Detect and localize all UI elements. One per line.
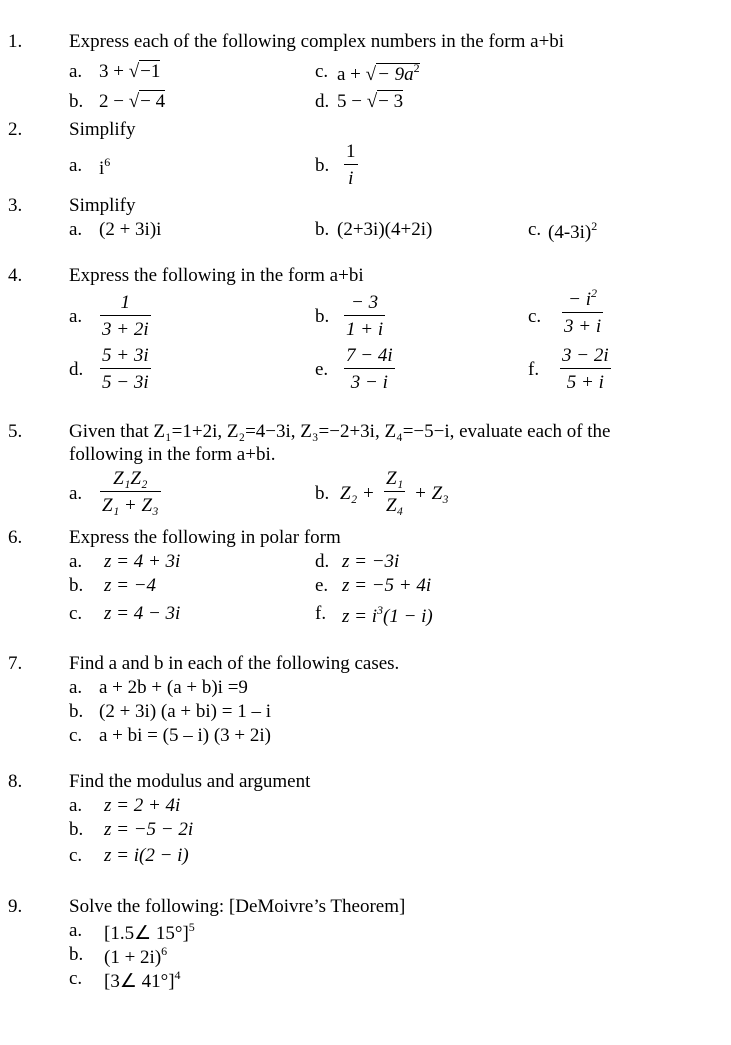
q1c-expr: a + √− $9a^2$ [337,61,420,85]
q1a-expr: 3 + √−1 [99,61,161,82]
q7a-label: a. [69,677,83,698]
q5b-pre: Z₂ + [340,483,375,504]
q9c-expr: [3∠ 41°]$^4$ [104,968,181,992]
q7-instruction: Find a and b in each of the following cases. [69,653,400,674]
q6a-label: a. [69,551,83,572]
q1c-label: c. [315,61,329,82]
q5b-post: + Z₃ [414,483,449,504]
q6-number: 6. [8,527,23,548]
q5-instruction-line2: following in the form a+bi. [69,444,276,465]
q9b-label: b. [69,944,84,965]
q4b-label: b. [315,306,330,327]
q9b-expr: $(1 + 2i)^6$ [104,944,168,968]
q6b-label: b. [69,575,84,596]
q4f-fraction: 3 − 2i 5 + i [562,345,609,393]
q7-number: 7. [8,653,23,674]
q3a-expr: (2 + 3i)i [99,219,162,240]
q8-number: 8. [8,771,23,792]
q8c-label: c. [69,845,83,866]
q6f-expr: $z = i^3(1 - i)$ [342,603,433,627]
q1d-expr: 5 − √− 3 [337,91,404,112]
q1b-expr: 2 − √− 4 [99,91,166,112]
q8b-label: b. [69,819,84,840]
q1d-label: d. [315,91,330,112]
q5b-fraction: Z₁ Z₄ [386,468,404,516]
q9a-expr: [1.5∠ 15°]$^5$ [104,920,195,944]
q8b-expr: z = −5 − 2i [104,819,194,840]
q8a-expr: z = 2 + 4i [104,795,181,816]
q7c-label: c. [69,725,83,746]
q9-instruction: Solve the following: [DeMoivre’s Theorem] [69,896,406,917]
q3-number: 3. [8,195,23,216]
q8a-label: a. [69,795,83,816]
q4d-fraction: 5 + 3i 5 − 3i [102,345,149,393]
q9c-label: c. [69,968,83,989]
q6d-label: d. [315,551,330,572]
q3c-expr: $(4-3i)^2$ [548,219,598,243]
q4-number: 4. [8,265,23,286]
q3b-label: b. [315,219,330,240]
q4c-fraction: − $i^2$ 3 + i [564,286,602,337]
q7b-expr: (2 + 3i) (a + bi) = 1 – i [99,701,271,722]
q6b-expr: z = −4 [104,575,157,596]
q6c-expr: z = 4 − 3i [104,603,181,624]
q5-number: 5. [8,421,23,442]
q5b-label: b. [315,483,330,504]
q2b-fraction: 1 i [346,141,356,189]
q2a-label: a. [69,155,83,176]
q4a-label: a. [69,306,83,327]
cropped-header-fragment [0,0,731,4]
q3c-label: c. [528,219,542,240]
q7c-expr: a + bi = (5 – i) (3 + 2i) [99,725,271,746]
q3a-label: a. [69,219,83,240]
q2a-expr: $i^6$ [99,155,111,179]
q3-instruction: Simplify [69,195,136,216]
q1b-label: b. [69,91,84,112]
q1-number: 1. [8,31,23,52]
q3b-expr: (2+3i)(4+2i) [337,219,433,240]
q4d-label: d. [69,359,84,380]
q1a-label: a. [69,61,83,82]
q5a-label: a. [69,483,83,504]
q4a-fraction: 1 3 + 2i [102,292,149,340]
q2-number: 2. [8,119,23,140]
q1-instruction: Express each of the following complex numbers in the form a+bi [69,31,565,52]
q4e-fraction: 7 − 4i 3 − i [346,345,393,393]
q5-instruction-line1: Given that Z₁=1+2i, Z₂=4−3i, Z₃=−2+3i, Z₄=−5−i, evaluate each of the [69,421,611,442]
q6e-expr: z = −5 + 4i [342,575,432,596]
q4-instruction: Express the following in the form a+bi [69,265,364,286]
q6c-label: c. [69,603,83,624]
q8c-expr: z = i(2 − i) [104,845,189,866]
q9a-label: a. [69,920,83,941]
q6e-label: e. [315,575,329,596]
q2b-label: b. [315,155,330,176]
q8-instruction: Find the modulus and argument [69,771,311,792]
q4c-label: c. [528,306,542,327]
q7a-expr: a + 2b + (a + b)i =9 [99,677,248,698]
q6-instruction: Express the following in polar form [69,527,341,548]
q7b-label: b. [69,701,84,722]
q5a-fraction: Z₁Z₂ Z₁ + Z₃ [102,468,159,516]
q2-instruction: Simplify [69,119,136,140]
q6f-label: f. [315,603,327,624]
q6d-expr: z = −3i [342,551,400,572]
q4b-fraction: − 3 1 + i [346,292,384,340]
q4e-label: e. [315,359,329,380]
q6a-expr: z = 4 + 3i [104,551,181,572]
q4f-label: f. [528,359,540,380]
q9-number: 9. [8,896,23,917]
